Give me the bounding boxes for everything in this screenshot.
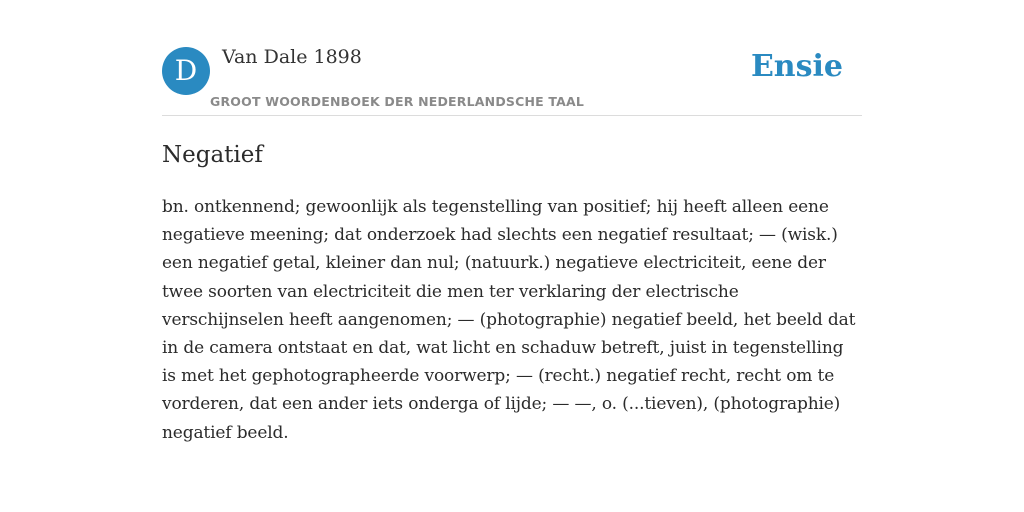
definition-text: bn. ontkennend; gewoonlijk als tegenstelling van positief; hij heeft alleen eene negatieve meening; dat onderzoek had slechts een negatief resultaat; — (wisk.) een negatief getal, kleiner dan nul; (natuurk.) negatieve electriciteit, eene der twee soorten van electriciteit die men ter verklaring der electrische verschijnselen heeft aangenomen; — (photographie) negatief beeld, het beeld dat in de camera ontstaat en dat, wat licht en schaduw betreft, juist in tegenstelling is met het gephotographeerde voorwerp; — (recht.) negatief recht, recht om te vorderen, dat een ander iets onderga of lijde; — —, o. (...tieven), (photographie) negatief beeld. xyxy=(162,197,856,443)
dictionary-card xyxy=(162,44,862,447)
ensie-logo[interactable]: Ensie xyxy=(750,49,843,84)
source-header xyxy=(162,44,862,116)
source-title[interactable]: Van Dale 1898 xyxy=(222,46,362,68)
headword: Negatief xyxy=(162,142,263,168)
source-subtitle: GROOT WOORDENBOEK DER NEDERLANDSCHE TAAL xyxy=(210,94,585,109)
source-badge: D xyxy=(162,47,210,95)
